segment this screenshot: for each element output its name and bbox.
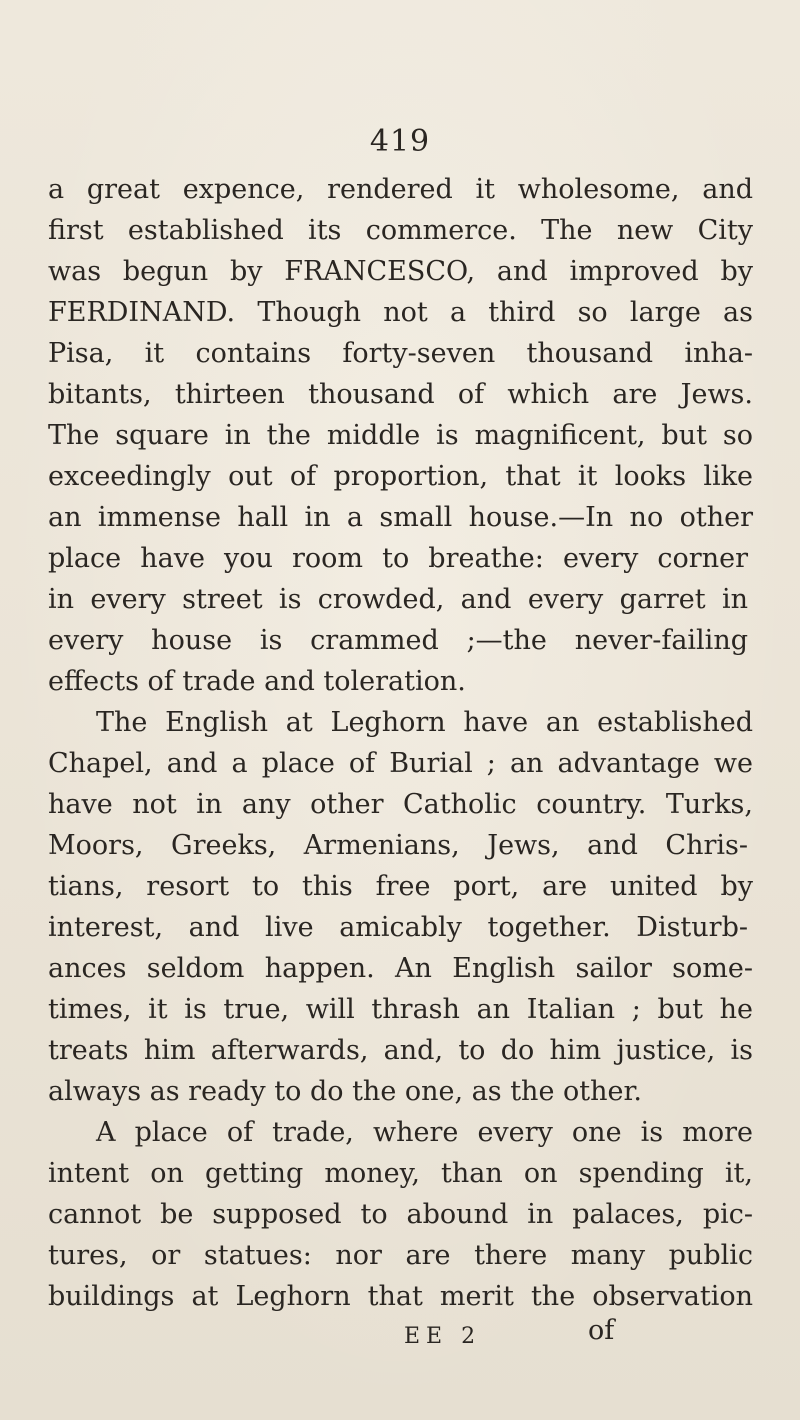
- text-line-content: a great expence, rendered it wholesome, and: [48, 174, 753, 205]
- text-line-content: always as ready to do the one, as the other.: [48, 1076, 642, 1107]
- text-line-content: was begun by FRANCESCO, and improved by: [48, 256, 753, 287]
- text-line-content: effects of trade and toleration.: [48, 666, 466, 697]
- text-line-content: have not in any other Catholic country. Turks,: [48, 789, 753, 820]
- text-line: [0, 870, 800, 904]
- text-line-content: every house is crammed ;—the never-failing: [48, 625, 748, 656]
- text-line: [0, 296, 800, 330]
- text-line: [0, 419, 800, 453]
- text-line-content: Moors, Greeks, Armenians, Jews, and Chris-: [48, 830, 748, 861]
- catchword: of: [588, 1315, 615, 1346]
- text-line-content: intent on getting money, than on spending it,: [48, 1158, 753, 1189]
- text-line-content: an immense hall in a small house.—In no other: [48, 502, 753, 533]
- text-line-content: tures, or statues: nor are there many public: [48, 1240, 753, 1271]
- text-line-content: cannot be supposed to abound in palaces, pic-: [48, 1199, 753, 1230]
- text-line-content: first established its commerce. The new City: [48, 215, 753, 246]
- text-line-content: in every street is crowded, and every garret in: [48, 584, 748, 615]
- text-line-content: Chapel, and a place of Burial ; an advantage we: [48, 748, 753, 779]
- text-line-content: The square in the middle is magnificent, but so: [48, 420, 753, 451]
- text-line-content: bitants, thirteen thousand of which are Jews.: [48, 379, 753, 410]
- text-line: [0, 952, 800, 986]
- text-line: [0, 747, 800, 781]
- text-line: [0, 460, 800, 494]
- text-line: [0, 829, 800, 863]
- text-line-content: Pisa, it contains forty-seven thousand inha-: [48, 338, 753, 369]
- text-line: [0, 665, 800, 699]
- text-line-content: tians, resort to this free port, are united by: [48, 871, 753, 902]
- text-line: [0, 788, 800, 822]
- text-line-content: FERDINAND. Though not a third so large as: [48, 297, 753, 328]
- text-line-content: A place of trade, where every one is more: [96, 1117, 753, 1148]
- page-footer: [0, 1315, 800, 1360]
- text-line: [0, 1280, 800, 1314]
- text-line: [0, 1157, 800, 1191]
- text-line: [0, 1116, 800, 1150]
- signature-mark: EE 2: [404, 1324, 482, 1349]
- text-line: [0, 1239, 800, 1273]
- page-number: 419: [369, 124, 431, 159]
- text-line: [0, 1075, 800, 1109]
- text-line: [0, 542, 800, 576]
- text-line: [0, 911, 800, 945]
- text-line-content: ances seldom happen. An English sailor some-: [48, 953, 753, 984]
- text-line: [0, 214, 800, 248]
- text-line: [0, 1198, 800, 1232]
- text-line-content: treats him afterwards, and, to do him justice, is: [48, 1035, 753, 1066]
- text-line: [0, 173, 800, 207]
- text-line-content: place have you room to breathe: every corner: [48, 543, 748, 574]
- text-line: [0, 583, 800, 617]
- text-line: [0, 501, 800, 535]
- text-line: [0, 255, 800, 289]
- text-line: [0, 378, 800, 412]
- text-line-content: interest, and live amicably together. Disturb-: [48, 912, 748, 943]
- text-line: [0, 624, 800, 658]
- text-line-content: exceedingly out of proportion, that it looks like: [48, 461, 753, 492]
- text-line-content: buildings at Leghorn that merit the observation: [48, 1281, 753, 1312]
- text-line: [0, 1034, 800, 1068]
- text-line: [0, 337, 800, 371]
- text-line: [0, 706, 800, 740]
- text-line-content: The English at Leghorn have an established: [96, 707, 753, 738]
- text-line: [0, 993, 800, 1027]
- text-line-content: times, it is true, will thrash an Italian ; but he: [48, 994, 753, 1025]
